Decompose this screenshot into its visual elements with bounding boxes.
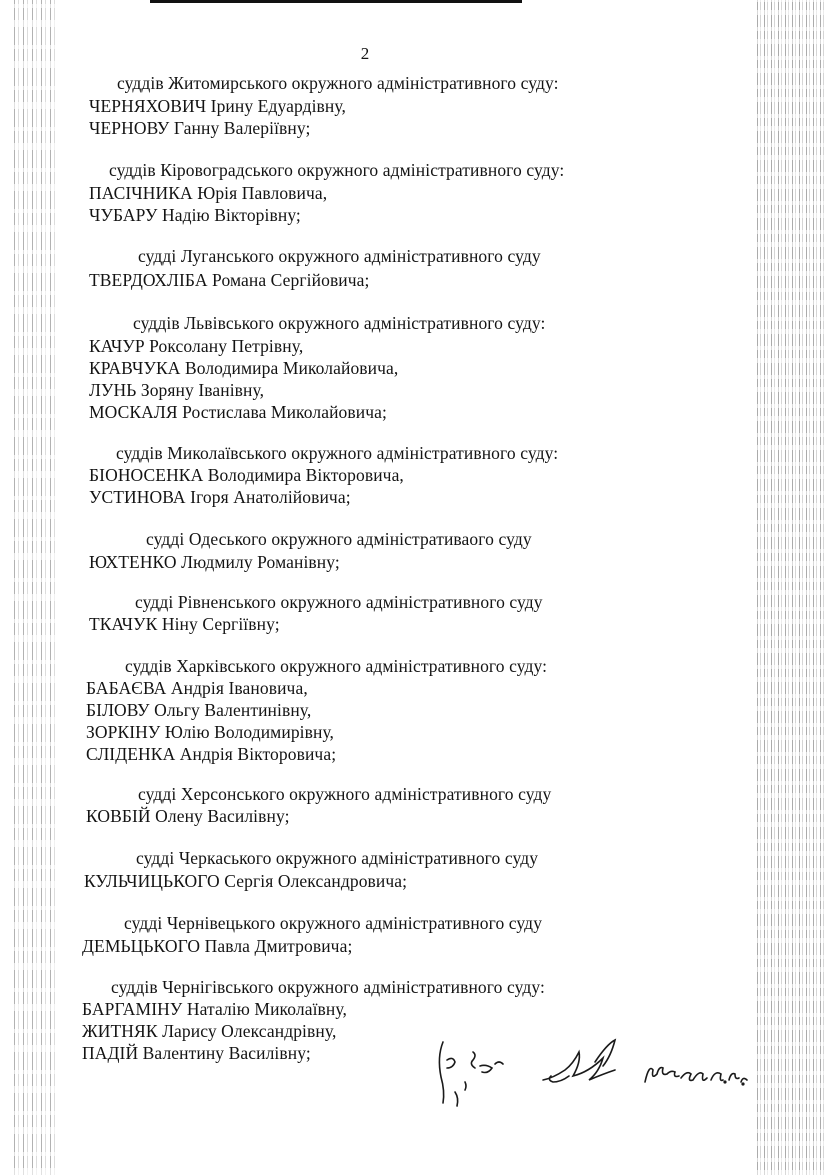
judge-name: КРАВЧУКА Володимира Миколайовича, — [89, 358, 399, 378]
court-heading: судді Одеського окружного адміністративаого суду — [146, 529, 532, 549]
judge-name: ЧЕРНОВУ Ганну Валеріївну; — [89, 118, 311, 138]
court-heading: судді Чернівецького окружного адміністративного суду — [124, 913, 543, 933]
court-heading: суддів Житомирського окружного адміністративного суду: — [117, 73, 559, 93]
handwritten-signature — [425, 1022, 765, 1132]
scan-edge-right — [757, 0, 825, 1175]
judge-name: КОВБІЙ Олену Василівну; — [86, 806, 290, 826]
judge-name: ПАДІЙ Валентину Василівну; — [82, 1043, 311, 1063]
court-heading: судді Черкаського окружного адміністративного суду — [136, 848, 539, 868]
judge-name: ЗОРКІНУ Юлію Володимирівну, — [86, 722, 335, 742]
judge-name: БАБАЄВА Андрія Івановича, — [86, 678, 308, 698]
judge-name: БІОНОСЕНКА Володимира Вікторовича, — [89, 465, 404, 485]
judge-name: ДЕМЬЦЬКОГО Павла Дмитровича; — [82, 936, 353, 956]
judge-name: ТВЕРДОХЛІБА Романа Сергійовича; — [89, 270, 370, 290]
judge-name: ЛУНЬ Зоряну Іванівну, — [89, 380, 265, 400]
judge-name: ЧЕРНЯХОВИЧ Ірину Едуардівну, — [89, 96, 346, 116]
judge-name: ЮХТЕНКО Людмилу Романівну; — [89, 552, 340, 572]
judge-name: БАРГАМІНУ Наталію Миколаївну, — [82, 999, 347, 1019]
judge-name: КАЧУР Роксолану Петрівну, — [89, 336, 304, 356]
court-heading: суддів Харківського окружного адміністративного суду: — [125, 656, 548, 676]
court-heading: суддів Миколаївського окружного адміністративного суду: — [116, 443, 559, 463]
judge-name: ЧУБАРУ Надію Вікторівну; — [89, 205, 301, 225]
judge-name: БІЛОВУ Ольгу Валентинівну, — [86, 700, 312, 720]
court-heading: судді Луганського окружного адміністративного суду — [138, 246, 541, 266]
judge-name: ТКАЧУК Ніну Сергіївну; — [89, 614, 280, 634]
judge-name: ЖИТНЯК Ларису Олександрівну, — [82, 1021, 337, 1041]
court-heading: суддів Чернігівського окружного адміністративного суду: — [111, 977, 545, 997]
court-heading: суддів Львівського окружного адміністративного суду: — [133, 313, 546, 333]
court-heading: суддів Кіровоградського окружного адміністративного суду: — [109, 160, 565, 180]
scan-edge-left — [14, 0, 56, 1175]
judge-name: КУЛЬЧИЦЬКОГО Сергія Олександровича; — [84, 871, 408, 891]
judge-name: ПАСІЧНИКА Юрія Павловича, — [89, 183, 328, 203]
judge-name: УСТИНОВА Ігоря Анатолійовича; — [89, 487, 351, 507]
judge-name: МОСКАЛЯ Ростислава Миколайовича; — [89, 402, 387, 422]
court-heading: судді Херсонського окружного адміністративного суду — [138, 784, 552, 804]
judge-name: СЛІДЕНКА Андрія Вікторовича; — [86, 744, 337, 764]
court-heading: судді Рівненського окружного адміністративного суду — [135, 592, 543, 612]
scan-top-bar — [150, 0, 522, 3]
page-number: 2 — [360, 44, 370, 63]
